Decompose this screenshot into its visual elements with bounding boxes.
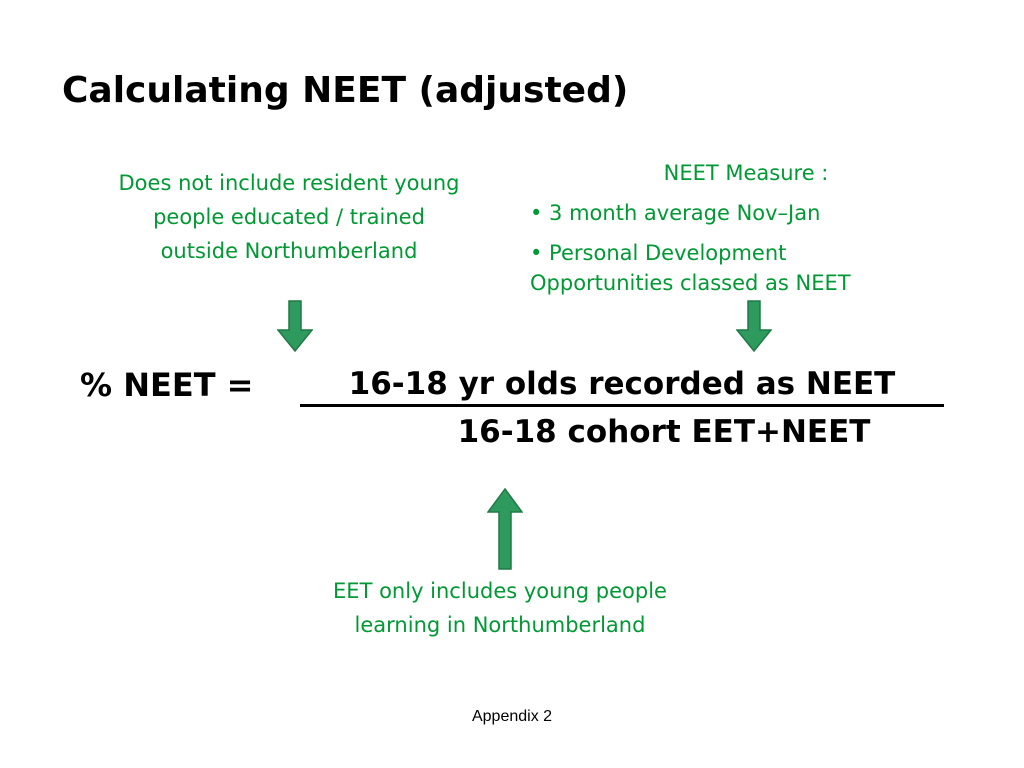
footer-appendix-label: Appendix 2 bbox=[471, 708, 553, 725]
neet-measure-annotation bbox=[530, 156, 970, 300]
arrow-down-icon bbox=[277, 300, 313, 352]
left-annotation bbox=[70, 166, 508, 268]
left-annotation-line: Does not include resident young bbox=[118, 171, 460, 195]
formula-lhs: % NEET = bbox=[80, 366, 254, 404]
arrow-up-icon bbox=[487, 488, 523, 570]
formula-denominator: 16-18 cohort EET+NEET bbox=[457, 414, 871, 450]
neet-measure-heading: NEET Measure : bbox=[663, 161, 829, 185]
formula-numerator: 16-18 yr olds recorded as NEET bbox=[300, 366, 944, 407]
left-annotation-line: people educated / trained bbox=[153, 205, 425, 229]
arrow-down-icon bbox=[736, 300, 772, 352]
bullet-three-month-average: • 3 month average Nov–Jan bbox=[530, 201, 821, 225]
eet-annotation-line: EET only includes young people bbox=[333, 579, 667, 603]
left-annotation-line: outside Northumberland bbox=[160, 239, 418, 263]
slide-title: Calculating NEET (adjusted) bbox=[62, 70, 629, 111]
eet-annotation bbox=[270, 574, 730, 642]
bullet-personal-development: • Personal Development bbox=[530, 241, 787, 265]
bullet-personal-development-continued: Opportunities classed as NEET bbox=[530, 271, 851, 295]
eet-annotation-line: learning in Northumberland bbox=[354, 613, 646, 637]
